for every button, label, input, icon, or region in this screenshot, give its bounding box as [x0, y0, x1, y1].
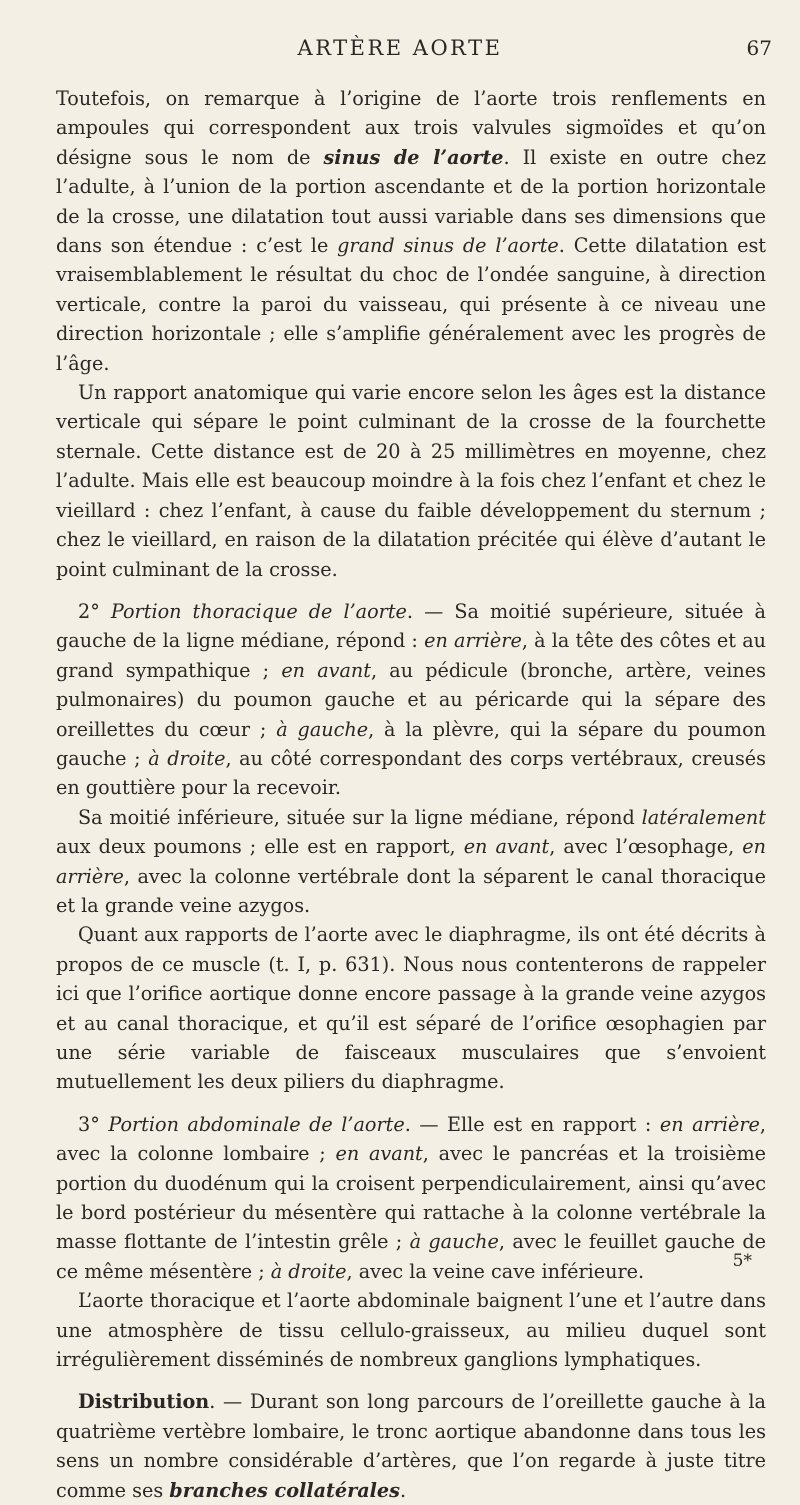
text-run: .: [399, 1478, 407, 1502]
text-run: , avec l’œsophage,: [549, 835, 743, 859]
text-run: , avec la veine cave inférieure.: [346, 1259, 645, 1283]
text-run: , avec la colonne lombaire ;: [56, 1112, 766, 1166]
paragraph: [56, 803, 766, 921]
text-run: . — Elle est en rapport :: [404, 1112, 660, 1136]
emphasis-text: en arrière: [56, 835, 766, 888]
emphasis-text: sinus de l’aorte: [323, 145, 504, 169]
emphasis-text: en avant: [281, 658, 371, 682]
text-run: . — Sa moitié supérieure, située à gauche de la ligne médiane, répond :: [56, 599, 766, 653]
text-run: . Cette dilatation est vraisemblablement le résultat du choc de l’ondée sanguine, à direction verticale, contre la paroi du vaisseau, qui présente à ce niveau une direction horizontale ; elle s’amplifie généralement avec les progrès de l’âge.: [56, 234, 767, 375]
text-run: 2°: [78, 599, 111, 623]
text-run: . — Durant son long parcours de l’oreillette gauche à la quatrième vertèbre lombaire, le tronc aortique abandonne dans tous les sens un nombre considérable d’artères, que l’on regarde à juste titre comme ses: [56, 1390, 766, 1502]
paragraph: [56, 920, 766, 1096]
emphasis-text: Portion thoracique de l’aorte: [110, 599, 407, 623]
text-run: , au côté correspondant des corps vertébraux, creusés en gouttière pour la recevoir.: [56, 746, 767, 800]
emphasis-text: Portion abdominale de l’aorte: [108, 1112, 405, 1136]
text-run: L’aorte thoracique et l’aorte abdominale baignent l’une et l’autre dans une atmosphère de tissu cellulo-graisseux, au milieu duquel sont irrégulièrement disséminés de nombreux ganglions lymphatiques.: [56, 1289, 766, 1372]
running-title: ARTÈRE AORTE: [297, 36, 503, 60]
emphasis-text: en avant: [463, 835, 550, 859]
emphasis-text: en avant: [335, 1142, 423, 1166]
text-run: , avec la colonne vertébrale dont la séparent le canal thoracique et la grande veine azygos.: [56, 864, 766, 917]
page-header: [0, 36, 800, 66]
text-run: , avec le pancréas et la troisième portion du duodénum qui la croisent perpendiculairement, ainsi qu’avec le bord postérieur du mésentère qui rattache à la colonne vertébrale la masse flottante de l’intestin grêle ;: [56, 1142, 767, 1254]
text-run: Quant aux rapports de l’aorte avec le diaphragme, ils ont été décrits à propos de ce muscle (t. I, p. 631). Nous nous contenterons de rappeler ici que l’orifice aortique donne encore passage à la grande veine azygos et au canal thoracique, et qu’il est séparé de l’orifice œsophagien par une série variable de faisceaux musculaires que s’envoient mutuellement les deux piliers du diaphragme.: [56, 923, 766, 1094]
page-number: 67: [746, 36, 772, 60]
text-run: 3°: [78, 1112, 109, 1136]
emphasis-text: à droite: [148, 746, 226, 770]
text-run: Sa moitié inférieure, située sur la ligne médiane, répond: [78, 805, 642, 829]
signature-mark: 5*: [732, 1250, 752, 1271]
emphasis-text: à gauche: [276, 717, 369, 741]
emphasis-text: branches collatérales: [169, 1478, 400, 1502]
body-text: [56, 84, 766, 1505]
paragraph: [56, 378, 766, 584]
section-paragraph: [56, 1387, 766, 1505]
emphasis-text: à droite: [270, 1259, 347, 1283]
text-run: , à la plèvre, qui la sépare du poumon gauche ;: [56, 717, 767, 770]
text-run: Toutefois, on remarque à l’origine de l’aorte trois renflements en ampoules qui correspondent aux trois valvules sigmoïdes et qu’on désigne sous le nom de: [56, 87, 766, 169]
emphasis-text: grand sinus de l’aorte: [337, 234, 559, 258]
text-run: . Il existe en outre chez l’adulte, à l’union de la portion ascendante et de la portion horizontale de la crosse, une dilatation tout aussi variable dans ses dimensions que dans son étendue : c’est le: [56, 145, 766, 258]
emphasis-text: en arrière: [424, 629, 522, 653]
paragraph: [56, 84, 766, 378]
emphasis-text: Distribution: [78, 1390, 210, 1414]
emphasis-text: latéralement: [641, 805, 766, 829]
text-run: aux deux poumons ; elle est en rapport,: [56, 835, 464, 859]
text-run: Un rapport anatomique qui varie encore selon les âges est la distance verticale qui sépare le point culminant de la crosse de la fourchette sternale. Cette distance est de 20 à 25 millimètres en moyenne, chez l’adulte. Mais elle est beaucoup moindre à la fois chez l’enfant et chez le vieillard : chez l’enfant, à cause du faible développement du sternum ; chez le vieillard, en raison de la dilatation précitée qui élève d’autant le point culminant de la crosse.: [56, 381, 766, 581]
text-run: , à la tête des côtes et au grand sympathique ;: [56, 629, 766, 682]
emphasis-text: en arrière: [659, 1112, 760, 1136]
text-run: , avec le feuillet gauche de ce même mésentère ;: [56, 1230, 766, 1283]
section-paragraph: [56, 597, 766, 803]
text-run: , au pédicule (bronche, artère, veines pulmonaires) du poumon gauche et au péricarde qui la sépare des oreillettes du cœur ;: [56, 658, 766, 741]
emphasis-text: à gauche: [409, 1230, 499, 1254]
paragraph: [56, 1286, 766, 1374]
